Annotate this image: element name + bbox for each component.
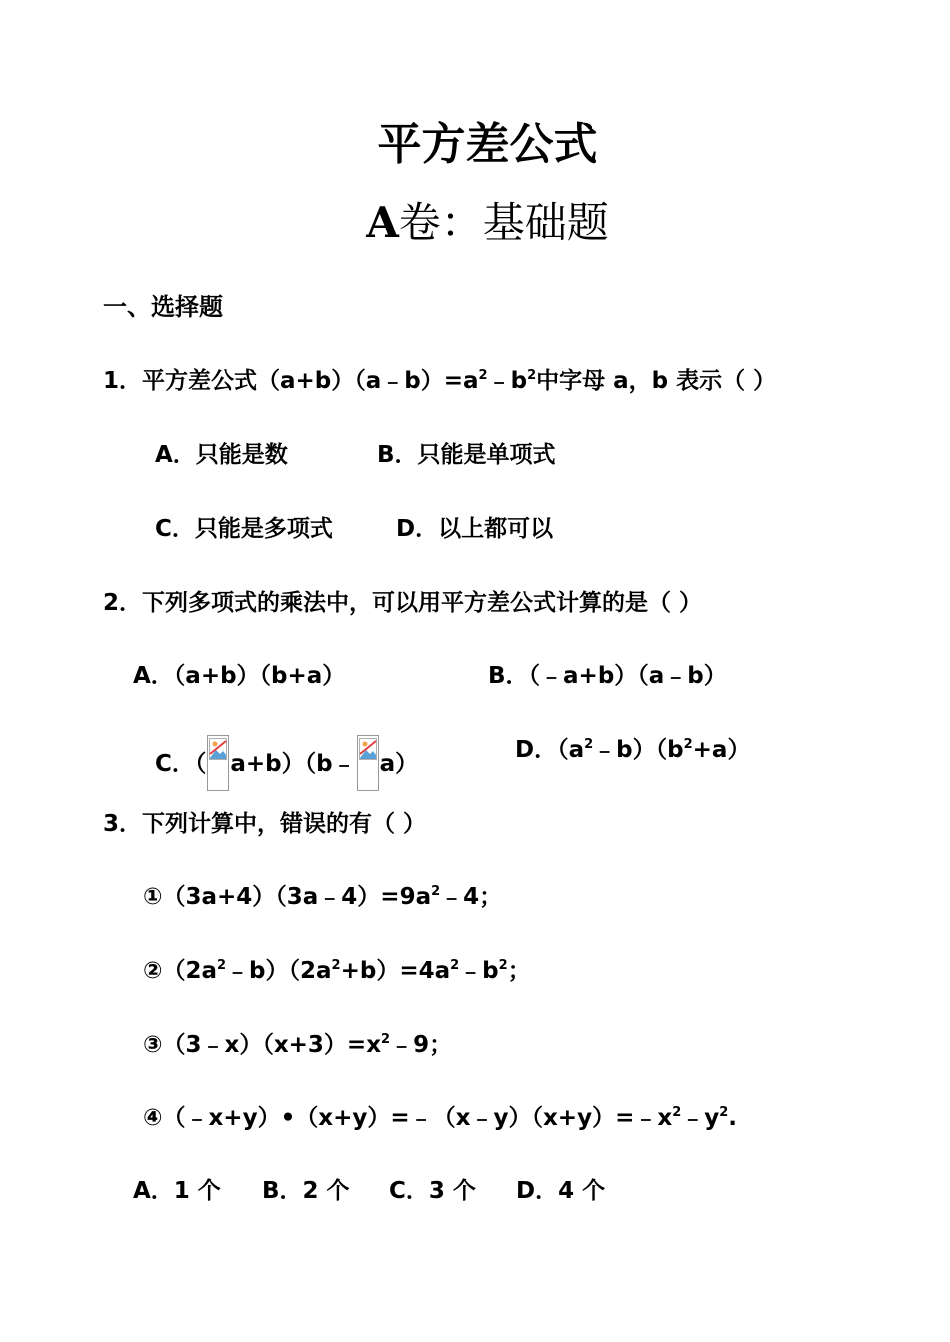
q3i2-text: +b）=4a bbox=[340, 958, 451, 984]
q3-option-c: C．3 个 bbox=[389, 1178, 476, 1204]
q3i3-text: ③（3﹣x）（x+3）=x bbox=[143, 1032, 382, 1058]
q1-option-a: A．只能是数 bbox=[155, 442, 288, 468]
q1-sup: 2 bbox=[527, 368, 537, 383]
q3i1-text: ﹣4； bbox=[440, 884, 503, 910]
q1-option-c: C．只能是多项式 bbox=[155, 516, 333, 542]
q1-option-b: B．只能是单项式 bbox=[377, 442, 556, 468]
q3-option-d: D．4 个 bbox=[516, 1178, 606, 1204]
q3i2-sup: 2 bbox=[217, 958, 227, 973]
q1-sup: 2 bbox=[478, 368, 488, 383]
q2-option-b: B．（﹣a+b）（a﹣b） bbox=[488, 663, 727, 689]
q3i1-sup: 2 bbox=[431, 884, 441, 899]
q2c-text: a+b）（b﹣ bbox=[230, 751, 356, 777]
subtitle-letter: A bbox=[366, 198, 399, 247]
q2d-sup: 2 bbox=[584, 737, 594, 752]
q3i4-sup: 2 bbox=[719, 1105, 729, 1120]
q3i4-sup: 2 bbox=[672, 1105, 682, 1120]
page-title: 平方差公式 bbox=[377, 119, 598, 170]
q2d-text: ﹣b）（b bbox=[593, 737, 684, 763]
q3i1-text: ①（3a+4）（3a﹣4）=9a bbox=[143, 884, 432, 910]
q2d-text: D．（a bbox=[515, 737, 585, 763]
q1-text: 1．平方差公式（a+b）（a﹣b）=a bbox=[103, 368, 479, 394]
q2d-text: +a） bbox=[692, 737, 751, 763]
page-subtitle bbox=[0, 196, 950, 250]
q1-text: 中字母 a，b 表示（ ） bbox=[536, 368, 777, 394]
broken-image-icon bbox=[207, 735, 229, 791]
question-1 bbox=[103, 366, 776, 396]
q2c-text: C．（ bbox=[155, 751, 207, 777]
q2-option-a: A．（a+b）（b+a） bbox=[133, 663, 346, 689]
question-2: 2．下列多项式的乘法中，可以用平方差公式计算的是（ ） bbox=[103, 590, 703, 616]
q1-text: ﹣b bbox=[487, 368, 528, 394]
q3i2-text: ﹣b bbox=[459, 958, 499, 984]
q3i4-text: . bbox=[728, 1105, 738, 1131]
q3-item-3 bbox=[143, 1030, 452, 1060]
q2c-text: a） bbox=[379, 751, 419, 777]
section-heading: 一、选择题 bbox=[103, 293, 223, 321]
question-3: 3．下列计算中，错误的有（ ） bbox=[103, 811, 427, 837]
q3-item-2 bbox=[143, 956, 531, 986]
q3-item-1 bbox=[143, 882, 502, 912]
q3-item-4 bbox=[143, 1103, 737, 1133]
broken-image-icon bbox=[357, 735, 379, 791]
q2d-sup: 2 bbox=[683, 737, 693, 752]
subtitle-text: 卷：基础题 bbox=[398, 198, 609, 247]
q3i2-sup: 2 bbox=[331, 958, 341, 973]
q3-option-a: A．1 个 bbox=[133, 1178, 221, 1204]
q2-option-c bbox=[155, 735, 418, 791]
q3i2-text: ②（2a bbox=[143, 958, 217, 984]
q3i2-sup: 2 bbox=[450, 958, 460, 973]
q3i3-text: ﹣9； bbox=[390, 1032, 453, 1058]
q3i2-sup: 2 bbox=[498, 958, 508, 973]
q3i4-text: ④（﹣x+y）•（x+y）=﹣（x﹣y）（x+y）=﹣x bbox=[143, 1105, 673, 1131]
q3i4-text: ﹣y bbox=[681, 1105, 720, 1131]
q3i3-sup: 2 bbox=[381, 1032, 391, 1047]
q1-option-d: D．以上都可以 bbox=[396, 516, 554, 542]
q3i2-text: ﹣b）（2a bbox=[226, 958, 332, 984]
q3-option-b: B．2 个 bbox=[262, 1178, 350, 1204]
q2-option-d bbox=[515, 735, 750, 765]
q3i2-text: ； bbox=[507, 958, 531, 984]
